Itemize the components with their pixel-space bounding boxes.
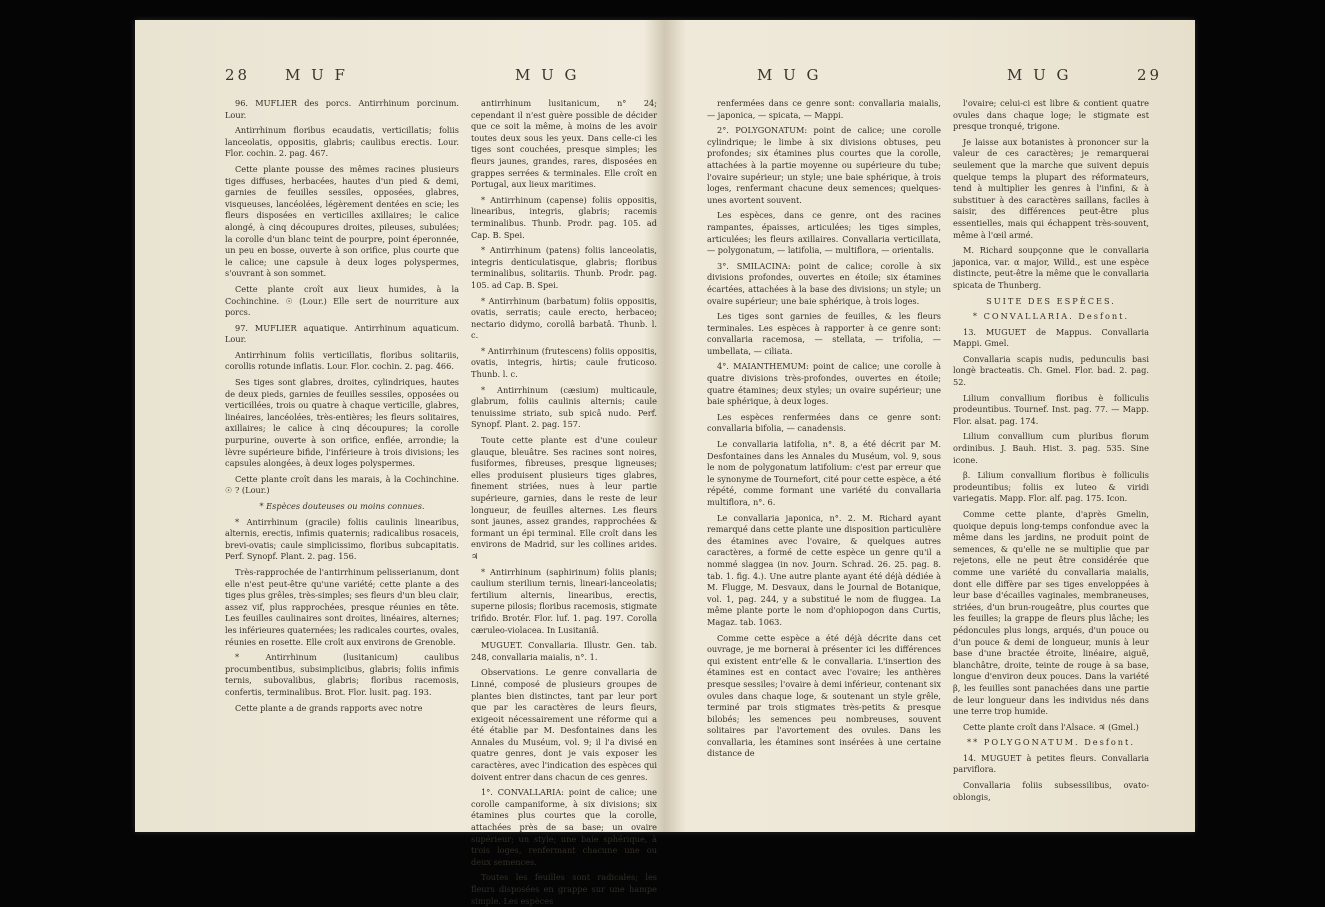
paragraph: M. Richard soupçonne que le convallaria japonica, var. α major, Willd., est une espèce distincte, peut-être la même que le convallaria spicata de Thunberg. (953, 245, 1149, 290)
paragraph: * Espèces douteuses ou moins connues. (259, 501, 425, 511)
paragraph: Convallaria scapis nudis, pedunculis basi longè bracteatis. Ch. Gmel. Flor. bad. 2. pag. 52. (953, 353, 1149, 388)
paragraph: 3°. SMILACINA: point de calice; corolle à six divisions profondes, ouvertes en étoile; six étamines écartées, attachées à la base des divisions; un style; un ovaire supérieur; une baie sphérique, à trois loges. (707, 260, 941, 306)
paragraph: β. Lilium convallium floribus è folliculis prodeuntibus; foliis ex luteo & viridi variegatis. Mapp. Flor. alf. pag. 175. Icon. (953, 470, 1149, 504)
paragraph: Cette plante croît dans l'Alsace. ♃ (Gmel.) (963, 721, 1139, 732)
paragraph: Ses tiges sont glabres, droites, cylindriques, hautes de deux pieds, garnies de feuilles sessiles, opposées ou verticillées, trois ou quatre à chaque verticille, glabres, linéaires, lancéolées, très-entières; les fleurs solitaires, axillaires; le calice à cinq découpures; la corolle purpurine, ouverte à son orifice, enflée, arrondie; la lèvre supérieure bifide, l'inférieure à trois divisions; les capsules alongées, à deux loges polyspermes. (225, 377, 459, 469)
paragraph: Les espèces, dans ce genre, ont des racines rampantes, épaisses, articulées; les tiges simples, articulées; les fleurs axillaires. Convallaria verticillata, — polygonatum, — latifolia, — multiflora, — orientalis. (707, 210, 941, 256)
paragraph: ** POLYGONATUM. Desfont. (967, 737, 1135, 748)
paragraph: 2°. POLYGONATUM: point de calice; une corolle cylindrique; le limbe à six divisions obtuses, peu profondes; six étamines plus courtes que la corolle, attachées à la partie moyenne ou supérieure du tube; l'ovaire supérieur; un style; une baie sphérique, à trois loges, renfermant chacune deux semences; quelques-unes avortent souvent. (707, 125, 941, 205)
paragraph: Très-rapprochée de l'antirrhinum pelisserianum, dont elle n'est peut-être qu'une variété; cette plante a des tiges plus grêles, très-simples; ses fleurs d'un bleu clair, assez vif, plus rapprochées, presque réunies en tête. Les feuilles caulinaires sont droites, linéaires, alternes; les inférieures quaternées; les radicales courtes, ovales, réunies en rosette. Elle croît aux environs de Grenoble. (225, 566, 459, 647)
paragraph: Je laisse aux botanistes à prononcer sur la valeur de ces caractères; je remarquerai seulement que la marche que suivent depuis quelque temps la plupart des réformateurs, tend à multiplier les genres à l'infini, & à substituer à des caractères saillans, faciles à saisir, des différences peut-être plus essentielles, mais qui échappent très-souvent, même à l'œil armé. (953, 136, 1149, 240)
paragraph: Les espèces renfermées dans ce genre sont: convallaria bifolia, — canadensis. (707, 411, 941, 434)
paragraph: SUITE DES ESPÈCES. (986, 295, 1116, 306)
paragraph: Lilium convallium floribus è folliculis prodeuntibus. Tournef. Inst. pag. 77. — Mapp. Flor. alsat. pag. 174. (953, 392, 1149, 426)
paragraph: Les tiges sont garnies de feuilles, & les fleurs terminales. Les espèces à rapporter à ce genre sont: convallaria racemosa, — stellata, — trifolia, — umbellata, — ciliata. (707, 311, 941, 356)
left-column-2 (471, 98, 657, 906)
paragraph: Cette plante pousse des mêmes racines plusieurs tiges diffuses, herbacées, hautes d'un pied & demi, garnies de feuilles sessiles, opposées, glabres, visqueuses, lancéolées, légèrement dentées en scie; les fleurs disposées en verticilles axillaires; le calice alongé, à cinq découpures droites, pileuses, subulées; la corolle d'un blanc teint de pourpre, point éperonnée, un peu en bosse, ouverte à son orifice, plus courte que le calice; une capsule à deux loges polyspermes, s'ouvrant à son sommet. (225, 163, 459, 279)
paragraph: Le convallaria japonica, n°. 2. M. Richard ayant remarqué dans cette plante une disposition particulière des étamines avec l'ovaire, & quelques autres caractères, a formé de cette espèce un genre qu'il a nommé slaggea (in nov. Journ. Schrad. 26. 25. pag. 8. tab. 1. fig. 4.). Une autre plante ayant été déjà dédiée à M. Flugge, M. Desvaux, dans le Journal de Botanique, vol. 1, pag. 244, y a substitué le nom de fluggea. La même plante porte le nom d'ophiopogon dans Curtis, Magaz. tab. 1063. (707, 512, 941, 627)
running-head-left: M U G (757, 66, 822, 84)
paragraph: * Antirrhinum (gracile) foliis caulinis linearibus, alternis, erectis, infimis quaternis; radicalibus rosaceis, brevi-ovatis; caule simplicissimo, floribus subcapitatis. Perf. Synopf. Plant. 2. pag. 156. (225, 516, 459, 562)
paragraph: * Antirrhinum (cæsium) multicaule, glabrum, foliis caulinis alternis; caule tenuissime striato, sub spicâ nudo. Perf. Synopf. Plant. 2. pag. 157. (471, 384, 657, 430)
paragraph: * Antirrhinum (capense) foliis oppositis, linearibus, integris, glabris; racemis terminalibus. Thunb. Prodr. pag. 105. ad Cap. B. Spei. (471, 194, 657, 240)
paragraph: * Antirrhinum (barbatum) foliis oppositis, ovatis, serratis; caule erecto, herbaceo; nectario didymo, corollâ barbatâ. Thunb. l. c. (471, 295, 657, 341)
right-page (667, 20, 1195, 832)
paragraph: 1°. CONVALLARIA: point de calice; une corolle campaniforme, à six divisions; six étamines plus courtes que la corolle, attachées près de sa base; un ovaire supérieur; un style; une baie sphérique, à trois loges, renfermant chacune une ou deux semences. (471, 787, 657, 867)
paragraph: Convallaria foliis subsessilibus, ovato-oblongis, (953, 780, 1149, 802)
paragraph: Observations. Le genre convallaria de Linné, composé de plusieurs groupes de plantes bien distinctes, tant par leur port que par les caractères de leurs fleurs, exigeoit nécessairement une réforme qui a été établie par M. Desfontaines dans les Annales du Muséum, vol. 9; il l'a divisé en quatre genres, dont je vais exposer les caractères, avec l'indication des espèces qui doivent entrer dans chacun de ces genres. (471, 667, 657, 782)
paragraph: 96. MUFLIER des porcs. Antirrhinum porcinum. Lour. (225, 98, 459, 120)
paragraph: Lilium convallium cum pluribus florum ordinibus. J. Bauh. Hist. 3. pag. 535. Sine icone. (953, 431, 1149, 465)
paragraph: * Antirrhinum (saphirinum) foliis planis; caulium sterilium ternis, lineari-lanceolatis; fertilium alternis, linearibus, erectis, superne pilosis; floribus racemosis, stigmate trifido. Brotér. Flor. luf. 1. pag. 197. Corolla cæruleo-violacea. In Lusitaniâ. (471, 566, 657, 635)
paragraph: antirrhinum lusitanicum, n° 24; cependant il n'est guère possible de décider que ce soit la même, à moins de les avoir toutes deux sous les yeux. Dans celle-ci les tiges sont couchées, presque simples; les fleurs jaunes, grandes, rares, disposées en grappes serrées & terminales. Elle croît en Portugal, aux lieux maritimes. (471, 98, 657, 190)
page-number: 28 (225, 66, 251, 84)
book-spread (135, 20, 1195, 906)
paragraph: 4°. MAIANTHEMUM: point de calice; une corolle à quatre divisions très-profondes, ouvertes en étoile; quatre étamines; deux styles; un ovaire supérieur; une baie sphérique, à deux loges. (707, 361, 941, 407)
right-column-2 (953, 98, 1149, 818)
paragraph: Toutes les feuilles sont radicales; les fleurs disposées en grappe sur une hampe simple. Les espèces (471, 872, 657, 906)
paragraph: 13. MUGUET de Mappus. Convallaria Mappi. Gmel. (953, 326, 1149, 349)
paragraph: Comme cette plante, d'après Gmelin, quoique depuis long-temps confondue avec la même dans les jardins, ne produit point de semences, & qu'elle ne se multiplie que par rejetons, elle ne peut être considérée que comme une variété du convallaria maialis, dont elle diffère par ses tiges enveloppées à leur base d'écailles vaginales, membraneuses, striées, d'un brun-rougeâtre, plus courtes que les feuilles; la grappe de fleurs plus lâche; les pédoncules plus longs, arqués, d'un pouce ou d'un pouce & demi de longueur, munis à leur base d'une bractée étroite, linéaire, aiguë, blanchâtre, droite, teinte de rouge à sa base, longue d'environ deux pouces. Dans la variété β, les feuilles sont panachées dans une partie de leur longueur dans les individus nés dans une terre trop humide. (953, 509, 1149, 717)
paragraph: Antirrhinum floribus ecaudatis, verticillatis; foliis lanceolatis, oppositis, glabris; caulibus erectis. Lour. Flor. cochin. 2. pag. 467. (225, 125, 459, 159)
paragraph: MUGUET. Convallaria. Illustr. Gen. tab. 248, convallaria maialis, n°. 1. (471, 640, 657, 662)
paragraph: 14. MUGUET à petites fleurs. Convallaria parviflora. (953, 752, 1149, 775)
right-column-1 (707, 98, 941, 818)
right-running-head (667, 66, 1195, 90)
paragraph: Le convallaria latifolia, n°. 8, a été décrit par M. Desfontaines dans les Annales du Muséum, vol. 9, sous le nom de polygonatum latifolium: c'est par erreur que le synonyme de Tournefort, cité pour cette espèce, a été répété, comme formant une variété du convallaria multiflora, n°. 6. (707, 439, 941, 507)
paragraph: * Antirrhinum (lusitanicum) caulibus procumbentibus, subsimplicibus, glabris; foliis infimis ternis, subovalibus, glabris; floribus racemosis, confertis, terminalibus. Brot. Flor. lusit. pag. 193. (225, 652, 459, 697)
paragraph: Comme cette espèce a été déjà décrite dans cet ouvrage, je me bornerai à présenter ici les différences qui existent entr'elle & le convallaria. L'insertion des étamines est en contact avec l'ovaire; les anthères presque sessiles; l'ovaire à demi inférieur, contenant six ovules dans chaque loge, & soutenant un style grêle, terminé par trois stigmates très-petits & presque bilobés; les semences peu nombreuses, souvent solitaires par l'avortement des ovules. Dans les convallaria, les étamines sont insérées à une certaine distance de (707, 632, 941, 759)
paragraph: renfermées dans ce genre sont: convallaria maialis, — japonica, — spicata, — Mappi. (707, 98, 941, 120)
page-number: 29 (1137, 66, 1163, 84)
paragraph: Antirrhinum foliis verticillatis, floribus solitariis, corollis rotunde inflatis. Lour. Flor. cochin. 2. pag. 466. (225, 349, 459, 372)
running-head-right: M U G (515, 66, 580, 84)
paragraph: 97. MUFLIER aquatique. Antirrhinum aquaticum. Lour. (225, 322, 459, 345)
left-running-head (135, 66, 663, 90)
paragraph: Cette plante a de grands rapports avec notre (235, 702, 423, 713)
left-column-1 (225, 98, 459, 818)
paragraph: Cette plante croît dans les marais, à la Cochinchine. ☉ ? (Lour.) (225, 473, 459, 496)
paragraph: l'ovaire; celui-ci est libre & contient quatre ovules dans chaque loge; le stigmate est presque tronqué, trigone. (953, 98, 1149, 132)
paragraph: * CONVALLARIA. Desfont. (972, 311, 1130, 322)
paragraph: Toute cette plante est d'une couleur glauque, bleuâtre. Ses racines sont noires, fusiformes, fibreuses, presque ligneuses; elles produisent plusieurs tiges glabres, finement striées, nues à leur partie supérieure, garnies, dans le reste de leur longueur, de feuilles alternes. Les fleurs sont jaunes, assez grandes, rapprochées & formant un épi terminal. Elle croît dans les environs de Madrid, sur les collines arides. ♃ (471, 435, 657, 561)
paragraph: * Antirrhinum (patens) foliis lanceolatis, integris denticulatisque, glabris; floribus terminalibus, solitariis. Thunb. Prodr. pag. 105. ad Cap. B. Spei. (471, 245, 657, 290)
paragraph: Cette plante croît aux lieux humides, à la Cochinchine. ☉ (Lour.) Elle sert de nourriture aux porcs. (225, 283, 459, 318)
running-head-center: M U F (285, 66, 348, 84)
paragraph: * Antirrhinum (frutescens) foliis oppositis, ovatis, integris, hirtis; caule fruticoso. Thunb. l. c. (471, 345, 657, 380)
left-page (135, 20, 663, 906)
running-head-center: M U G (1007, 66, 1072, 84)
